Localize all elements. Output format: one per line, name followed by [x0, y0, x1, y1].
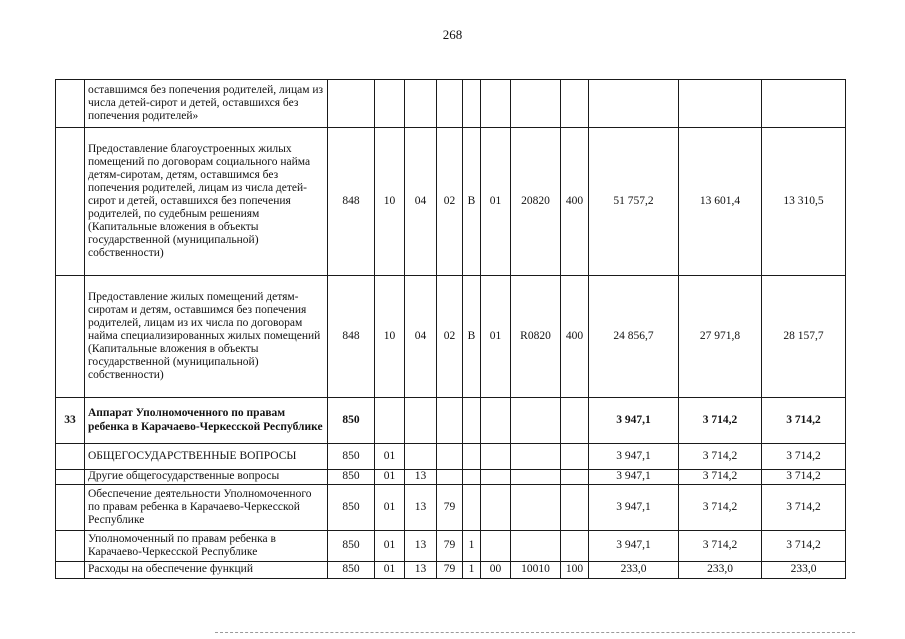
cs-event-code: 01	[481, 276, 511, 398]
amount-year3: 3 714,2	[762, 470, 846, 485]
row-number	[56, 485, 85, 531]
ved-code: 850	[328, 531, 375, 562]
ved-code: 848	[328, 128, 375, 276]
pr-code: 13	[405, 562, 437, 579]
vr-code	[561, 80, 589, 128]
table-row	[56, 80, 846, 128]
cs-subprogram-code: В	[463, 276, 481, 398]
ved-code: 850	[328, 470, 375, 485]
row-name: Обеспечение деятельности Уполномоченного по правам ребенка в Карачаево-Черкесской Республике	[85, 485, 328, 531]
table-row	[56, 444, 846, 470]
pr-code: 13	[405, 470, 437, 485]
row-number	[56, 531, 85, 562]
table-row	[56, 398, 846, 444]
rz-code	[375, 398, 405, 444]
row-number	[56, 80, 85, 128]
amount-year3: 233,0	[762, 562, 846, 579]
cs-direction-code	[511, 531, 561, 562]
page-number: 268	[442, 27, 463, 42]
row-number: 33	[56, 398, 85, 444]
cs-program-code: 79	[437, 562, 463, 579]
cs-subprogram-code: 1	[463, 531, 481, 562]
cs-program-code: 02	[437, 128, 463, 276]
pr-code: 13	[405, 531, 437, 562]
vr-code: 400	[561, 276, 589, 398]
amount-year2: 3 714,2	[679, 398, 762, 444]
cs-event-code	[481, 531, 511, 562]
cs-event-code	[481, 80, 511, 128]
rz-code: 01	[375, 470, 405, 485]
amount-year3: 3 714,2	[762, 531, 846, 562]
amount-year1: 3 947,1	[589, 444, 679, 470]
vr-code	[561, 470, 589, 485]
cs-subprogram-code: 1	[463, 562, 481, 579]
amount-year2: 3 714,2	[679, 444, 762, 470]
amount-year2: 233,0	[679, 562, 762, 579]
row-number	[56, 276, 85, 398]
cs-direction-code	[511, 485, 561, 531]
row-name: ОБЩЕГОСУДАРСТВЕННЫЕ ВОПРОСЫ	[85, 444, 328, 470]
row-number	[56, 444, 85, 470]
cs-subprogram-code	[463, 80, 481, 128]
cs-event-code: 00	[481, 562, 511, 579]
amount-year3: 3 714,2	[762, 398, 846, 444]
page-bottom-rule	[215, 632, 855, 633]
rz-code: 10	[375, 128, 405, 276]
pr-code	[405, 80, 437, 128]
amount-year1: 3 947,1	[589, 398, 679, 444]
rz-code	[375, 80, 405, 128]
vr-code	[561, 531, 589, 562]
row-name: оставшимся без попечения родителей, лицам из числа детей-сирот и детей, оставшихся без попечения родителей»	[85, 80, 328, 128]
vr-code: 400	[561, 128, 589, 276]
pr-code: 04	[405, 128, 437, 276]
row-name: Предоставление благоустроенных жилых помещений по договорам социального найма детям-сиротам, детям, оставшимся без попечения родителей, лицам из числа детей-сирот и детей, оставшихся без попечения родителей, по судебным решениям (Капитальные вложения в объекты государственной (муниципальной) собственности)	[85, 128, 328, 276]
row-number	[56, 562, 85, 579]
pr-code	[405, 444, 437, 470]
ved-code: 850	[328, 398, 375, 444]
amount-year2: 3 714,2	[679, 485, 762, 531]
ved-code: 850	[328, 485, 375, 531]
cs-program-code	[437, 444, 463, 470]
amount-year2: 3 714,2	[679, 531, 762, 562]
cs-direction-code: R0820	[511, 276, 561, 398]
cs-subprogram-code	[463, 470, 481, 485]
ved-code: 850	[328, 444, 375, 470]
amount-year1: 3 947,1	[589, 531, 679, 562]
table-row	[56, 562, 846, 579]
amount-year3: 3 714,2	[762, 444, 846, 470]
table-row	[56, 531, 846, 562]
amount-year1: 24 856,7	[589, 276, 679, 398]
row-name: Другие общегосударственные вопросы	[85, 470, 328, 485]
rz-code: 01	[375, 444, 405, 470]
cs-direction-code	[511, 444, 561, 470]
cs-program-code: 02	[437, 276, 463, 398]
row-number	[56, 470, 85, 485]
pr-code	[405, 398, 437, 444]
amount-year1	[589, 80, 679, 128]
cs-program-code: 79	[437, 485, 463, 531]
cs-direction-code	[511, 398, 561, 444]
cs-direction-code: 20820	[511, 128, 561, 276]
cs-event-code	[481, 444, 511, 470]
cs-event-code	[481, 485, 511, 531]
amount-year3	[762, 80, 846, 128]
amount-year2: 3 714,2	[679, 470, 762, 485]
cs-direction-code	[511, 80, 561, 128]
table-row	[56, 128, 846, 276]
amount-year1: 3 947,1	[589, 485, 679, 531]
rz-code: 10	[375, 276, 405, 398]
amount-year3: 13 310,5	[762, 128, 846, 276]
amount-year3: 3 714,2	[762, 485, 846, 531]
cs-direction-code: 10010	[511, 562, 561, 579]
cs-direction-code	[511, 470, 561, 485]
rz-code: 01	[375, 562, 405, 579]
cs-event-code	[481, 398, 511, 444]
pr-code: 13	[405, 485, 437, 531]
row-name: Уполномоченный по правам ребенка в Карачаево-Черкесской Республике	[85, 531, 328, 562]
cs-program-code	[437, 470, 463, 485]
amount-year1: 233,0	[589, 562, 679, 579]
row-name: Расходы на обеспечение функций	[85, 562, 328, 579]
amount-year3: 28 157,7	[762, 276, 846, 398]
cs-subprogram-code: В	[463, 128, 481, 276]
vr-code: 100	[561, 562, 589, 579]
table-row	[56, 276, 846, 398]
table-row	[56, 485, 846, 531]
amount-year1: 51 757,2	[589, 128, 679, 276]
row-name: Предоставление жилых помещений детям-сиротам и детям, оставшимся без попечения родителей, лицам из их числа по договорам найма специализированных жилых помещений (Капитальные вложения в объекты государственной (муниципальной) собственности)	[85, 276, 328, 398]
row-name: Аппарат Уполномоченного по правам ребенка в Карачаево-Черкесской Республике	[85, 398, 328, 444]
pr-code: 04	[405, 276, 437, 398]
table-row	[56, 470, 846, 485]
cs-event-code: 01	[481, 128, 511, 276]
cs-program-code: 79	[437, 531, 463, 562]
rz-code: 01	[375, 485, 405, 531]
ved-code: 848	[328, 276, 375, 398]
amount-year2	[679, 80, 762, 128]
amount-year2: 13 601,4	[679, 128, 762, 276]
vr-code	[561, 444, 589, 470]
amount-year1: 3 947,1	[589, 470, 679, 485]
rz-code: 01	[375, 531, 405, 562]
row-number	[56, 128, 85, 276]
cs-program-code	[437, 80, 463, 128]
ved-code	[328, 80, 375, 128]
ved-code: 850	[328, 562, 375, 579]
cs-subprogram-code	[463, 398, 481, 444]
budget-table	[55, 79, 846, 579]
vr-code	[561, 398, 589, 444]
cs-subprogram-code	[463, 485, 481, 531]
cs-event-code	[481, 470, 511, 485]
vr-code	[561, 485, 589, 531]
amount-year2: 27 971,8	[679, 276, 762, 398]
cs-subprogram-code	[463, 444, 481, 470]
cs-program-code	[437, 398, 463, 444]
